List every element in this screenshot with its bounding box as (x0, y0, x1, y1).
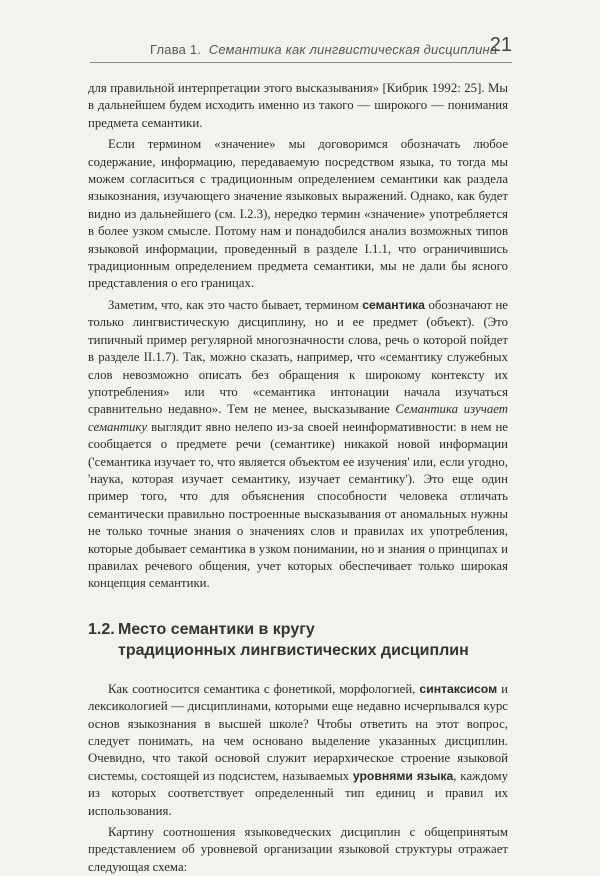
running-title (150, 42, 497, 57)
italic-example: Семантика изучает семантику (88, 402, 508, 434)
section-number: 1.2. (88, 620, 115, 638)
chapter-label: Глава 1. (150, 42, 202, 57)
text-run: выглядит явно нелепо из-за своей неинформативности: в нем не сообщается о предмете речи (семантике) никакой новой информации ('семантика изучает то, что является объектом ее изучения' или, если угодно, 'наука, которая изучает семантику, изучает семантику'). Это еще один пример того, что для объяснения способности человека отличать семантически правильно построенные высказывания от аномальных нужны не только точные знания о значениях слов и правилах их употребления, которые добывает семантика в узком понимании, но и знания о принципах и правилах речевого общения, учет которых обеспечивает только широкая концепция семантики. (88, 419, 508, 591)
paragraph-term-semantics (88, 297, 508, 593)
text-run: Заметим, что, как это часто бывает, термином (108, 297, 363, 312)
running-header (90, 34, 512, 63)
paragraph-meaning-definition: Если термином «значение» мы договоримся обозначать любое содержание, информацию, передаваемую посредством языка, то тогда мы можем согласиться с традиционным определением семантики как раздела языкознания, изучающего значение языковых выражений. Однако, как будет видно из дальнейшего (см. I.2.3), нередко термин «значение» употребляется в более узком смысле. Потому нам и понадобился анализ возможных типов языковой информации, проведенный в разделе I.1.1, что ограничившись традиционным определением предмета семантики, мы не дали бы ясного представления о его границах. (88, 137, 508, 291)
page-body (88, 80, 508, 876)
chapter-title: Семантика как лингвистическая дисциплина (208, 42, 498, 57)
page-number: 21 (489, 34, 512, 56)
section-title-line2: традиционных лингвистических дисциплин (118, 641, 469, 659)
text-run: Как соотносится семантика с фонетикой, морфологией, (108, 681, 420, 696)
bold-term: уровнями языка (352, 768, 454, 783)
paragraph-disciplines (88, 681, 508, 820)
bold-term: семантика (362, 297, 425, 312)
text-run: и лексикологией — дисциплинами, которыми еще недавно исчерпывался курс основ языкознания в высшей школе? Чтобы ответить на этот вопрос, следует понимать, на чем основано выделение указанных дисциплин. Очевидно, что такой основой служит иерархическое строение языковой системы, состоящей из подсистем, называемых (88, 681, 508, 783)
text-run: , каждому из которых соответствует определенный тип единиц и правил их использования. (88, 768, 509, 818)
section-heading (88, 619, 508, 661)
section-title-line1: Место семантики в кругу (118, 620, 315, 638)
paragraph-continued: для правильной интерпретации этого высказывания» [Кибрик 1992: 25]. Мы в дальнейшем будем исходить именно из такого — широкого — понимания предмета семантики. (88, 81, 508, 130)
bold-term: синтаксисом (419, 681, 498, 696)
text-run: обозначают не только лингвистическую дисциплину, но и ее предмет (объект). (Это типичный пример регулярной многозначности слова, речь о которой пойдет в разделе II.1.7). Так, можно сказать, например, что «семантику служебных слов невозможно описать без обращения к широкому контексту их употребления» или что «семантика интонации начала изучаться сравнительно недавно». Тем не менее, высказывание (88, 297, 508, 417)
paragraph-schema-intro: Картину соотношения языковедческих дисциплин с общепринятым представлением об уровневой организации языковой структуры отражает следующая схема: (88, 825, 508, 874)
